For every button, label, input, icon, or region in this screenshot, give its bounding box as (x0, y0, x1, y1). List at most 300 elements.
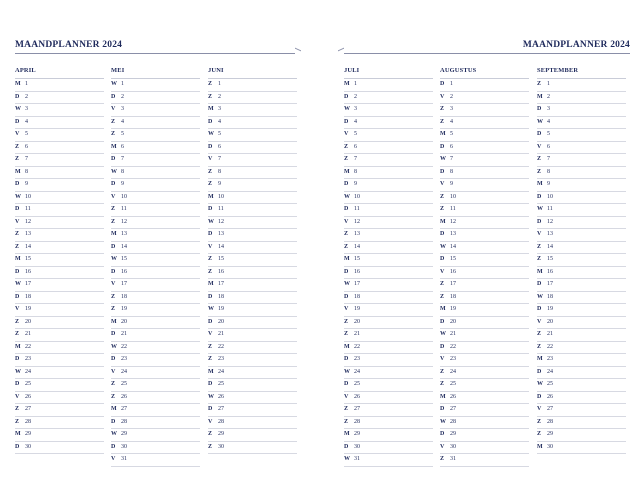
day-row[interactable] (15, 217, 104, 230)
weekday-letter: Z (537, 343, 542, 350)
day-row[interactable] (344, 367, 433, 380)
day-row[interactable] (344, 242, 433, 255)
weekday-letter: M (440, 218, 446, 225)
day-row[interactable] (208, 392, 297, 405)
day-row[interactable] (111, 179, 200, 192)
day-row[interactable] (537, 379, 626, 392)
weekday-letter: D (208, 143, 213, 150)
day-row[interactable] (15, 304, 104, 317)
day-row[interactable] (344, 129, 433, 142)
day-row[interactable] (440, 92, 529, 105)
day-number: 25 (547, 381, 553, 387)
day-row[interactable] (208, 404, 297, 417)
day-row[interactable] (440, 317, 529, 330)
day-number: 20 (354, 318, 360, 325)
day-row[interactable] (537, 92, 626, 105)
day-row[interactable] (440, 192, 529, 205)
weekday-letter: Z (111, 131, 116, 137)
day-row[interactable] (15, 179, 104, 192)
day-number: 29 (450, 431, 456, 437)
weekday-letter: W (111, 256, 117, 262)
day-row[interactable] (537, 267, 626, 280)
day-row[interactable] (344, 429, 433, 442)
day-number: 10 (25, 193, 31, 200)
weekday-letter: Z (111, 381, 116, 387)
day-number: 29 (354, 431, 360, 437)
day-number: 9 (25, 181, 28, 187)
weekday-letter: M (208, 106, 214, 112)
day-number: 10 (354, 193, 360, 200)
day-row[interactable] (208, 129, 297, 142)
day-row[interactable] (440, 229, 529, 242)
day-row[interactable] (111, 242, 200, 255)
day-number: 3 (25, 106, 28, 112)
day-row[interactable] (208, 429, 297, 442)
day-row[interactable] (111, 367, 200, 380)
day-number: 24 (547, 368, 553, 375)
day-row[interactable] (15, 379, 104, 392)
day-row[interactable] (440, 342, 529, 355)
day-number: 26 (121, 393, 127, 400)
weekday-letter: D (344, 181, 349, 187)
day-row[interactable] (15, 117, 104, 130)
day-row[interactable] (15, 229, 104, 242)
day-row[interactable] (15, 167, 104, 180)
day-row[interactable] (15, 392, 104, 405)
day-row[interactable] (537, 442, 626, 455)
day-row[interactable] (111, 392, 200, 405)
day-number: 2 (354, 93, 357, 100)
day-row[interactable] (208, 192, 297, 205)
day-row[interactable] (537, 342, 626, 355)
day-row[interactable] (344, 454, 433, 467)
day-row[interactable] (344, 192, 433, 205)
day-row[interactable] (15, 142, 104, 155)
day-row[interactable] (537, 279, 626, 292)
day-number: 6 (354, 143, 357, 150)
day-row[interactable] (440, 79, 529, 92)
day-row[interactable] (440, 179, 529, 192)
day-row[interactable] (440, 154, 529, 167)
day-number: 27 (25, 406, 31, 412)
weekday-letter: W (111, 431, 117, 437)
day-number: 7 (450, 156, 453, 162)
weekday-letter: Z (440, 381, 445, 387)
day-row[interactable] (15, 129, 104, 142)
day-row[interactable] (537, 104, 626, 117)
day-row[interactable] (15, 154, 104, 167)
day-row[interactable] (208, 204, 297, 217)
day-row[interactable] (208, 154, 297, 167)
title-rule (344, 53, 630, 54)
weekday-letter: D (208, 206, 213, 212)
day-row[interactable] (440, 217, 529, 230)
day-row[interactable] (15, 417, 104, 430)
day-row[interactable] (537, 304, 626, 317)
day-row[interactable] (111, 429, 200, 442)
day-number: 3 (218, 106, 221, 112)
day-row[interactable] (15, 279, 104, 292)
day-row[interactable] (537, 367, 626, 380)
weekday-letter: D (111, 181, 116, 187)
weekday-letter: V (111, 281, 116, 287)
day-row[interactable] (208, 367, 297, 380)
day-row[interactable] (111, 229, 200, 242)
weekday-letter: D (208, 381, 213, 387)
day-row[interactable] (344, 417, 433, 430)
weekday-letter: D (440, 431, 445, 437)
day-number: 16 (25, 268, 31, 275)
weekday-letter: M (208, 281, 214, 287)
weekday-letter: D (537, 131, 542, 137)
day-row[interactable] (111, 104, 200, 117)
weekday-letter: W (208, 131, 214, 137)
weekday-letter: Z (440, 456, 445, 462)
day-number: 19 (354, 306, 360, 312)
day-number: 2 (218, 93, 221, 100)
day-row[interactable] (537, 317, 626, 330)
day-row[interactable] (440, 429, 529, 442)
weekday-letter: Z (208, 268, 213, 275)
day-row[interactable] (537, 229, 626, 242)
day-row[interactable] (344, 379, 433, 392)
day-row[interactable] (111, 79, 200, 92)
day-number: 25 (218, 381, 224, 387)
day-row[interactable] (111, 329, 200, 342)
day-row[interactable] (111, 92, 200, 105)
day-number: 16 (354, 268, 360, 275)
day-row[interactable] (440, 404, 529, 417)
day-row[interactable] (208, 254, 297, 267)
day-row[interactable] (344, 217, 433, 230)
day-row[interactable] (208, 229, 297, 242)
day-row[interactable] (440, 204, 529, 217)
day-number: 10 (218, 193, 224, 200)
day-row[interactable] (344, 254, 433, 267)
day-number: 9 (547, 181, 550, 187)
weekday-letter: Z (440, 118, 445, 125)
day-row[interactable] (111, 292, 200, 305)
day-row[interactable] (537, 179, 626, 192)
day-number: 19 (547, 306, 553, 312)
day-number: 1 (25, 81, 28, 87)
day-row[interactable] (208, 342, 297, 355)
day-row[interactable] (111, 442, 200, 455)
day-row[interactable] (208, 279, 297, 292)
weekday-letter: W (440, 331, 446, 337)
day-row[interactable] (15, 292, 104, 305)
day-row[interactable] (440, 379, 529, 392)
day-row[interactable] (537, 329, 626, 342)
day-row[interactable] (15, 79, 104, 92)
weekday-letter: D (537, 306, 542, 312)
day-row[interactable] (537, 429, 626, 442)
day-row[interactable] (208, 379, 297, 392)
day-row[interactable] (208, 117, 297, 130)
day-number: 13 (25, 231, 31, 237)
day-number: 15 (450, 256, 456, 262)
day-row[interactable] (15, 254, 104, 267)
day-row[interactable] (440, 142, 529, 155)
weekday-letter: Z (537, 256, 542, 262)
day-row[interactable] (15, 204, 104, 217)
day-number: 8 (354, 168, 357, 175)
weekday-letter: D (440, 343, 445, 350)
day-row[interactable] (537, 242, 626, 255)
day-row[interactable] (537, 217, 626, 230)
day-number: 6 (547, 143, 550, 150)
weekday-letter: D (15, 268, 20, 275)
day-number: 20 (450, 318, 456, 325)
day-row[interactable] (440, 267, 529, 280)
day-row[interactable] (111, 129, 200, 142)
weekday-letter: V (440, 356, 445, 362)
day-row[interactable] (344, 117, 433, 130)
day-row[interactable] (111, 454, 200, 467)
day-number: 18 (25, 293, 31, 300)
day-row[interactable] (537, 79, 626, 92)
day-row[interactable] (15, 242, 104, 255)
day-row[interactable] (440, 254, 529, 267)
day-row[interactable] (440, 329, 529, 342)
day-number: 2 (450, 93, 453, 100)
weekday-letter: Z (15, 243, 20, 250)
weekday-letter: Z (111, 118, 116, 125)
day-number: 8 (218, 168, 221, 175)
day-row[interactable] (344, 329, 433, 342)
day-row[interactable] (440, 117, 529, 130)
day-row[interactable] (440, 392, 529, 405)
weekday-letter: D (537, 106, 542, 112)
day-number: 23 (218, 356, 224, 362)
weekday-letter: D (344, 293, 349, 300)
day-row[interactable] (111, 192, 200, 205)
day-row[interactable] (537, 392, 626, 405)
day-row[interactable] (537, 142, 626, 155)
day-row[interactable] (208, 92, 297, 105)
day-row[interactable] (208, 142, 297, 155)
title-rule (15, 53, 295, 54)
day-row[interactable] (208, 217, 297, 230)
weekday-letter: W (111, 81, 117, 87)
weekday-letter: M (111, 143, 117, 150)
day-row[interactable] (208, 317, 297, 330)
day-row[interactable] (537, 404, 626, 417)
day-row[interactable] (15, 404, 104, 417)
day-number: 24 (121, 368, 127, 375)
day-number: 18 (121, 293, 127, 300)
weekday-letter: D (15, 356, 20, 362)
weekday-letter: V (208, 243, 213, 250)
day-row[interactable] (15, 192, 104, 205)
day-row[interactable] (111, 279, 200, 292)
day-row[interactable] (208, 79, 297, 92)
day-row[interactable] (537, 129, 626, 142)
day-row[interactable] (440, 417, 529, 430)
day-row[interactable] (208, 242, 297, 255)
day-row[interactable] (111, 154, 200, 167)
day-row[interactable] (111, 167, 200, 180)
day-row[interactable] (111, 342, 200, 355)
day-number: 21 (25, 331, 31, 337)
day-row[interactable] (208, 329, 297, 342)
weekday-letter: D (344, 118, 349, 125)
day-row[interactable] (440, 104, 529, 117)
title-rule-hook (295, 48, 301, 57)
day-row[interactable] (208, 354, 297, 367)
day-row[interactable] (440, 304, 529, 317)
day-row[interactable] (15, 317, 104, 330)
day-row[interactable] (15, 442, 104, 455)
day-row[interactable] (440, 167, 529, 180)
day-row[interactable] (15, 329, 104, 342)
weekday-letter: M (15, 431, 21, 437)
month-name: SEPTEMBER (537, 66, 626, 79)
day-number: 27 (121, 406, 127, 412)
day-row[interactable] (208, 104, 297, 117)
day-row[interactable] (15, 104, 104, 117)
day-row[interactable] (344, 204, 433, 217)
day-row[interactable] (440, 292, 529, 305)
day-number: 9 (354, 181, 357, 187)
weekday-letter: D (440, 318, 445, 325)
weekday-letter: W (537, 206, 543, 212)
day-row[interactable] (537, 117, 626, 130)
day-row[interactable] (111, 142, 200, 155)
day-row[interactable] (344, 304, 433, 317)
weekday-letter: M (208, 368, 214, 375)
day-row[interactable] (111, 317, 200, 330)
day-row[interactable] (344, 292, 433, 305)
day-row[interactable] (208, 167, 297, 180)
day-row[interactable] (208, 417, 297, 430)
weekday-letter: D (15, 181, 20, 187)
day-row[interactable] (537, 192, 626, 205)
day-row[interactable] (344, 142, 433, 155)
day-row[interactable] (208, 442, 297, 455)
day-row[interactable] (344, 104, 433, 117)
day-row[interactable] (111, 404, 200, 417)
day-row[interactable] (344, 404, 433, 417)
day-row[interactable] (440, 442, 529, 455)
weekday-letter: D (111, 331, 116, 337)
day-number: 30 (218, 443, 224, 450)
day-row[interactable] (111, 204, 200, 217)
day-row[interactable] (208, 292, 297, 305)
day-row[interactable] (344, 354, 433, 367)
day-row[interactable] (15, 267, 104, 280)
day-row[interactable] (111, 267, 200, 280)
weekday-letter: Z (15, 331, 20, 337)
day-number: 25 (25, 381, 31, 387)
day-number: 17 (218, 281, 224, 287)
day-row[interactable] (15, 92, 104, 105)
weekday-letter: V (440, 443, 445, 450)
day-number: 18 (354, 293, 360, 300)
day-number: 5 (547, 131, 550, 137)
day-number: 7 (218, 156, 221, 162)
weekday-letter: V (537, 143, 542, 150)
day-row[interactable] (344, 154, 433, 167)
day-number: 14 (218, 243, 224, 250)
day-row[interactable] (15, 367, 104, 380)
weekday-letter: M (111, 318, 117, 325)
weekday-letter: W (15, 106, 21, 112)
weekday-letter: Z (208, 181, 213, 187)
day-row[interactable] (537, 204, 626, 217)
weekday-letter: W (15, 368, 21, 375)
day-number: 22 (547, 343, 553, 350)
day-row[interactable] (344, 267, 433, 280)
day-row[interactable] (440, 279, 529, 292)
day-row[interactable] (344, 167, 433, 180)
weekday-letter: D (15, 381, 20, 387)
day-row[interactable] (111, 217, 200, 230)
right-page (320, 0, 640, 480)
weekday-letter: Z (15, 318, 20, 325)
day-row[interactable] (344, 229, 433, 242)
day-row[interactable] (537, 154, 626, 167)
weekday-letter: D (440, 81, 445, 87)
day-row[interactable] (15, 429, 104, 442)
day-number: 14 (121, 243, 127, 250)
day-number: 8 (121, 168, 124, 175)
day-number: 25 (354, 381, 360, 387)
day-number: 3 (354, 106, 357, 112)
day-row[interactable] (344, 392, 433, 405)
day-row[interactable] (537, 167, 626, 180)
day-row[interactable] (537, 254, 626, 267)
day-row[interactable] (208, 267, 297, 280)
day-number: 24 (25, 368, 31, 375)
day-row[interactable] (111, 379, 200, 392)
day-row[interactable] (440, 129, 529, 142)
day-row[interactable] (440, 242, 529, 255)
day-row[interactable] (15, 354, 104, 367)
day-row[interactable] (344, 279, 433, 292)
day-row[interactable] (111, 254, 200, 267)
weekday-letter: W (344, 456, 350, 462)
day-row[interactable] (537, 354, 626, 367)
day-row[interactable] (208, 304, 297, 317)
day-row[interactable] (344, 179, 433, 192)
weekday-letter: Z (537, 243, 542, 250)
day-row[interactable] (111, 354, 200, 367)
day-row[interactable] (111, 304, 200, 317)
day-row[interactable] (537, 417, 626, 430)
month-column (208, 66, 297, 454)
day-row[interactable] (440, 354, 529, 367)
weekday-letter: V (15, 131, 20, 137)
day-row[interactable] (440, 367, 529, 380)
day-row[interactable] (111, 417, 200, 430)
day-row[interactable] (208, 179, 297, 192)
day-number: 8 (547, 168, 550, 175)
day-row[interactable] (344, 342, 433, 355)
day-row[interactable] (111, 117, 200, 130)
day-row[interactable] (15, 342, 104, 355)
weekday-letter: V (440, 181, 445, 187)
day-row[interactable] (344, 442, 433, 455)
weekday-letter: D (111, 93, 116, 100)
weekday-letter: W (344, 281, 350, 287)
day-row[interactable] (344, 317, 433, 330)
day-row[interactable] (537, 292, 626, 305)
day-row[interactable] (344, 79, 433, 92)
weekday-letter: D (537, 281, 542, 287)
day-row[interactable] (344, 92, 433, 105)
day-row[interactable] (440, 454, 529, 467)
